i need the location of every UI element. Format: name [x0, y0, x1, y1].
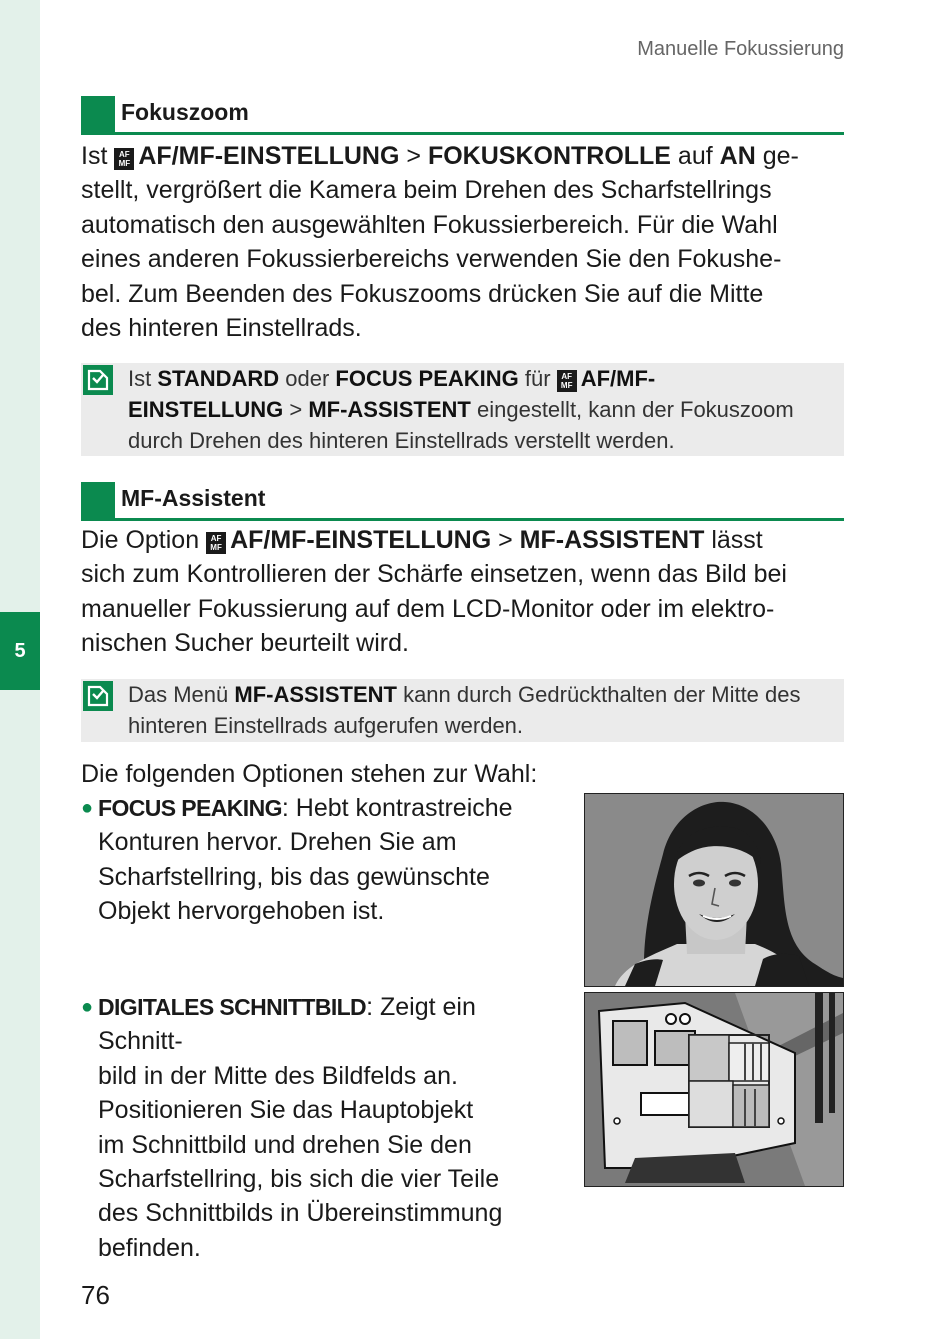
chapter-number: 5 — [14, 639, 26, 662]
section-title: Fokuszoom — [121, 99, 249, 125]
afmf-menu-icon: AF MF — [206, 532, 226, 554]
bullet-dot: ● — [81, 996, 94, 1018]
chapter-tab — [0, 612, 40, 690]
note-icon — [83, 365, 113, 395]
option-term: DIGITALES SCHNITTBILD — [98, 994, 367, 1020]
afmf-menu-icon: AF MF — [114, 148, 134, 170]
portrait-illustration — [585, 794, 843, 986]
train-illustration — [585, 993, 843, 1186]
afmf-menu-icon: AF MF — [557, 370, 577, 392]
option-focus-peaking: ● FOCUS PEAKING: Hebt kontrastreiche Konturen hervor. Drehen Sie am Scharfstellring, bis das gewünschte Objekt hervorgehoben ist. — [81, 791, 561, 929]
note-icon — [83, 681, 113, 711]
note-box-mf-assistent — [81, 679, 844, 742]
page-number: 76 — [81, 1280, 110, 1310]
fokuszoom-paragraph: Ist AF MF AF/MF-EINSTELLUNG > FOKUSKONTROLLE auf AN ge- stellt, vergrößert die Kamera beim Drehen des Scharfstellrings automatisch den ausgewählten Fokussierbereich. Für die Wahl eines anderen Fokussierbereichs verwenden Sie den Fokushe- bel. Zum Beenden des Fokuszooms drücken Sie auf die Mitte des hinteren Einstellrads. — [81, 142, 799, 343]
note-box-fokuszoom — [81, 363, 844, 456]
section-heading-mf-assistent — [81, 482, 844, 521]
heading-marker — [81, 96, 115, 132]
mf-assistent-paragraph: Die Option AF MF AF/MF-EINSTELLUNG > MF-ASSISTENT lässt sich zum Kontrollieren der Schärfe einsetzen, wenn das Bild bei manueller Fokussierung auf dem LCD-Monitor oder im elektro- nischen Sucher beurteilt wird. — [81, 526, 787, 658]
heading-marker — [81, 482, 115, 518]
option-term: FOCUS PEAKING — [98, 795, 282, 821]
option-digitales-schnittbild: ● DIGITALES SCHNITTBILD: Zeigt ein Schnitt- bild in der Mitte des Bildfelds an. Positionieren Sie das Hauptobjekt im Schnittbild und drehen Sie den Scharfstellring, bis sich die vier Teile des Schnittbilds in Übereinstimmung befinden. — [81, 990, 561, 1265]
digital-split-image-illustration — [584, 992, 844, 1187]
focus-peaking-illustration — [584, 793, 844, 987]
running-head: Manuelle Fokussierung — [637, 38, 844, 60]
section-title: MF-Assistent — [121, 485, 266, 511]
note-text: Ist STANDARD oder FOCUS PEAKING für AF MF AF/MF- EINSTELLUNG > MF-ASSISTENT eingestellt, kann der Fokuszoom durch Drehen des hinteren Einstellrads verstellt werden. — [128, 366, 794, 453]
options-intro: Die folgenden Optionen stehen zur Wahl: — [81, 760, 538, 788]
bullet-dot: ● — [81, 797, 94, 819]
note-text: Das Menü MF-ASSISTENT kann durch Gedrückthalten der Mitte des hinteren Einstellrads aufgerufen werden. — [128, 682, 801, 738]
section-heading-fokuszoom — [81, 96, 844, 135]
